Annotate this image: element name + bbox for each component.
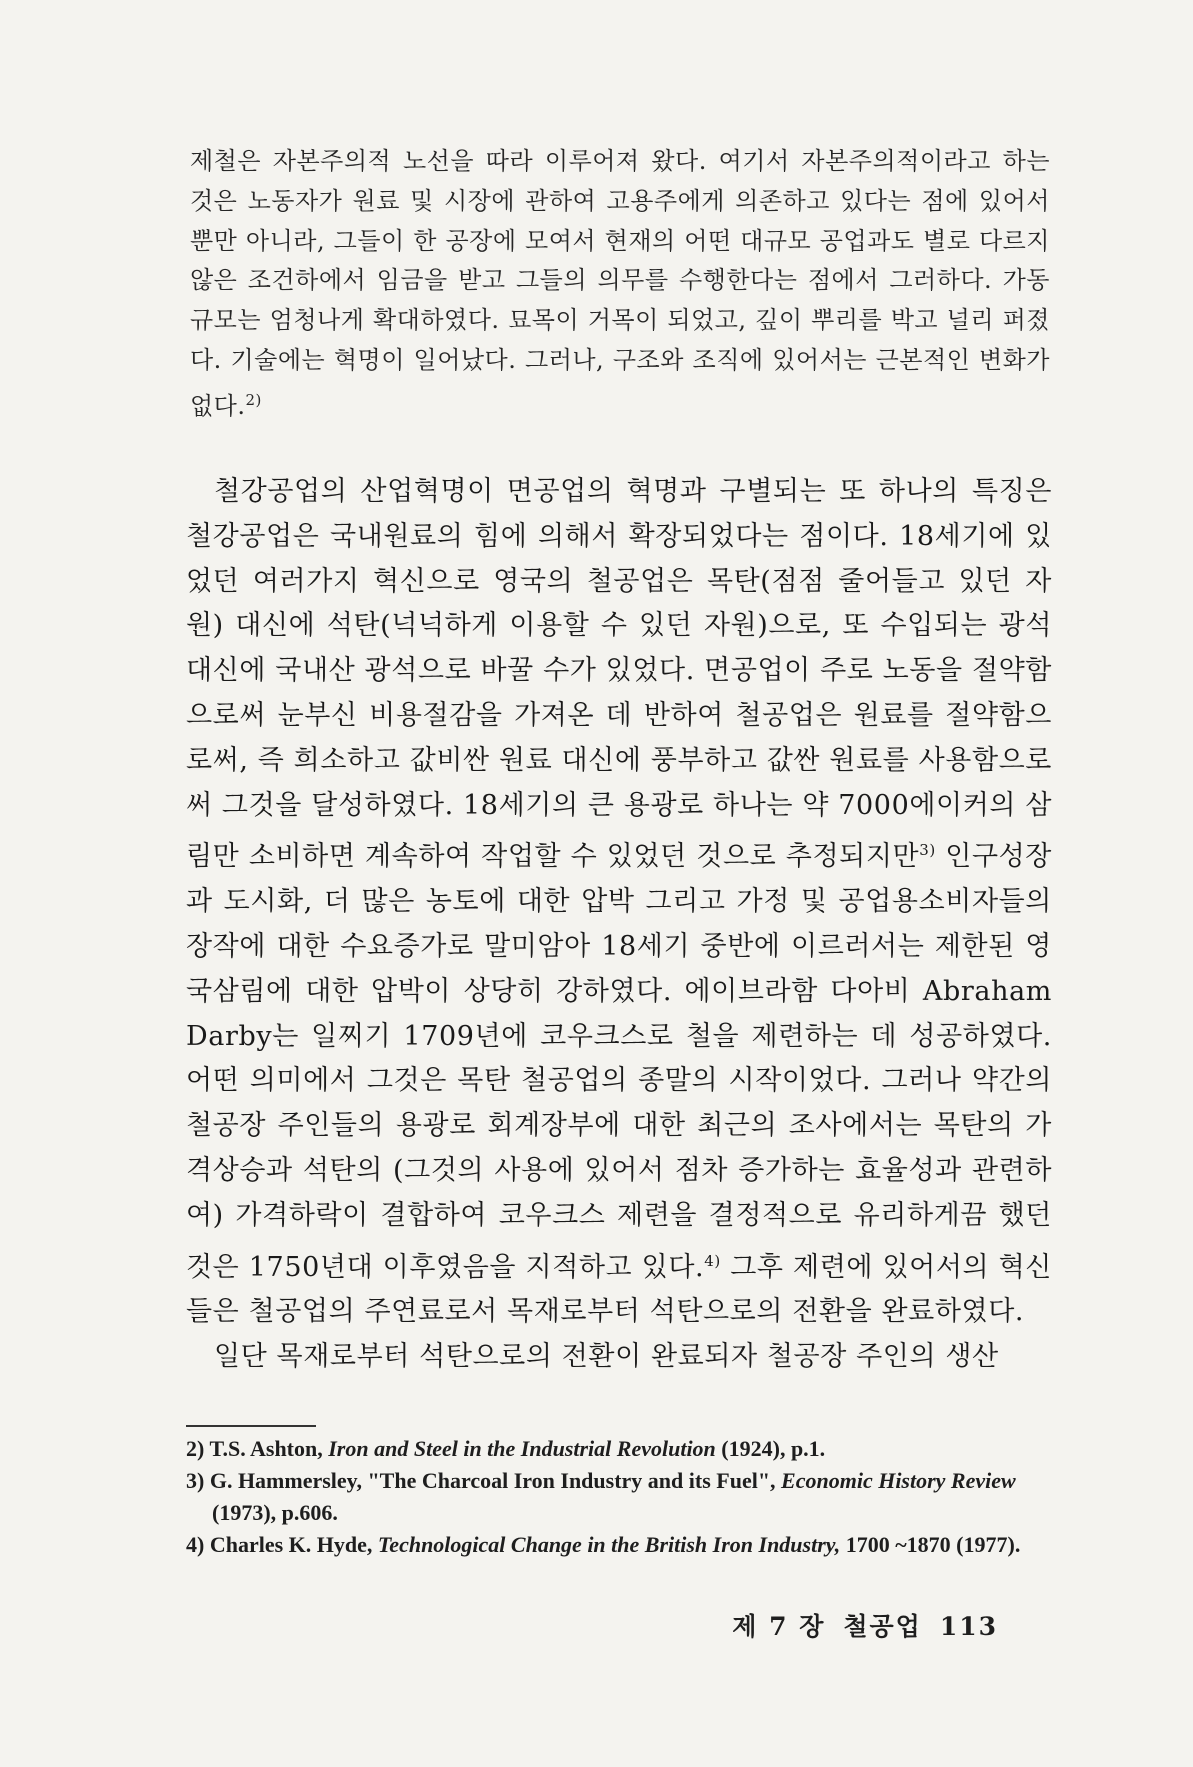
paragraph-1-part-a: 철강공업의 산업혁명이 면공업의 혁명과 구별되는 또 하나의 특징은 철강공업은 국내원료의 힘에 의해서 확장되었다는 점이다. 18세기에 있었던 여러가지 혁신으로 영국의 철공업은 목탄(점점 줄어들고 있던 자원) 대신에 석탄(넉넉하게 이용할 수 있던 자원)으로, 또 수입되는 광석 대신에 국내산 광석으로 바꿀 수가 있었다. 면공업이 주로 노동을 절약함으로써 눈부신 비용절감을 가져온 데 반하여 철공업은 원료를 절약함으로써, 즉 희소하고 값비싼 원료 대신에 풍부하고 값싼 원료를 사용함으로써 그것을 달성하였다. 18세기의 큰 용광로 하나는 약 7000에이커의 삼림만 소비하면 계속하여 작업할 수 있었던 것으로 추정되지만: [186, 476, 1052, 873]
footnote-title: Economic History Review: [781, 1468, 1016, 1493]
main-body: [186, 470, 1052, 1380]
footnote-details: (1973), p.606.: [212, 1500, 338, 1525]
paragraph-1-part-b: 인구성장과 도시화, 더 많은 농토에 대한 압박 그리고 가정 및 공업용소비자들의 장작에 대한 수요증가로 말미암아 18세기 중반에 이르러서는 제한된 영국삼림에 대한 압박이 상당히 강하였다. 에이브라함 다아비 Abraham Darby는 일찌기 1709년에 코우크스로 철을 제련하는 데 성공하였다. 어떤 의미에서 그것은 목탄 철공업의 종말의 시작이었다. 그러나 약간의 철공장 주인들의 용광로 회계장부에 대한 최근의 조사에서는 목탄의 가격상승과 석탄의 (그것의 사용에 있어서 점차 증가하는 효율성과 관련하여) 가격하락이 결합하여 코우크스 제련을 결정적으로 유리하게끔 했던 것은 1750년대 이후였음을 지적하고 있다.: [186, 841, 1052, 1283]
footnote-number: 4): [186, 1532, 205, 1557]
footnotes: [186, 1433, 1052, 1561]
footnote-title: Technological Change in the British Iron Industry,: [377, 1532, 841, 1557]
footnote-details: (1924), p.1.: [715, 1436, 826, 1461]
page-number: 113: [939, 1612, 998, 1641]
quote-text: 제철은 자본주의적 노선을 따라 이루어져 왔다. 여기서 자본주의적이라고 하는 것은 노동자가 원료 및 시장에 관하여 고용주에게 의존하고 있다는 점에 있어서뿐만 아니라, 그들이 한 공장에 모여서 현재의 어떤 대규모 공업과도 별로 다르지 않은 조건하에서 임금을 받고 그들의 의무를 수행한다는 점에서 그러하다. 가동규모는 엄청나게 확대하였다. 묘목이 거목이 되었고, 깊이 뿌리를 박고 널리 퍼졌다. 기술에는 혁명이 일어났다. 그러나, 구조와 조직에 있어서는 근본적인 변화가 없다.: [190, 147, 1050, 420]
block-quote: [190, 142, 1050, 427]
chapter-label: 제 7 장: [732, 1612, 826, 1641]
footnote-ref-2: 2): [245, 390, 262, 409]
footnote-divider: [186, 1425, 316, 1427]
footnote-number: 2): [186, 1436, 205, 1461]
footnote-author: Charles K. Hyde,: [209, 1532, 378, 1557]
footnote-author: T.S. Ashton,: [209, 1436, 329, 1461]
paragraph-2: 일단 목재로부터 석탄으로의 전환이 완료되자 철공장 주인의 생산: [214, 1341, 999, 1373]
footnote-2: [186, 1433, 1052, 1465]
paragraph-1-part-c: 그후 제련에 있어서의 혁신들은 철공업의 주연료로서 목재로부터 석탄으로의 전환을 완료하였다.: [186, 1251, 1052, 1328]
footnote-title: Iron and Steel in the Industrial Revolution: [328, 1436, 716, 1461]
footnote-ref-3: 3): [919, 841, 936, 860]
paragraph-1: [186, 470, 1052, 1335]
running-footer: [732, 1607, 998, 1643]
footnote-3: [186, 1465, 1052, 1529]
footnote-number: 3): [186, 1468, 205, 1493]
footnote-ref-4: 4): [704, 1251, 721, 1270]
footnote-details: 1700 ~1870 (1977).: [840, 1532, 1021, 1557]
footnote-4: [186, 1529, 1052, 1561]
footnote-author: G. Hammersley, "The Charcoal Iron Industry and its Fuel",: [209, 1468, 782, 1493]
chapter-title: 철공업: [843, 1612, 922, 1641]
